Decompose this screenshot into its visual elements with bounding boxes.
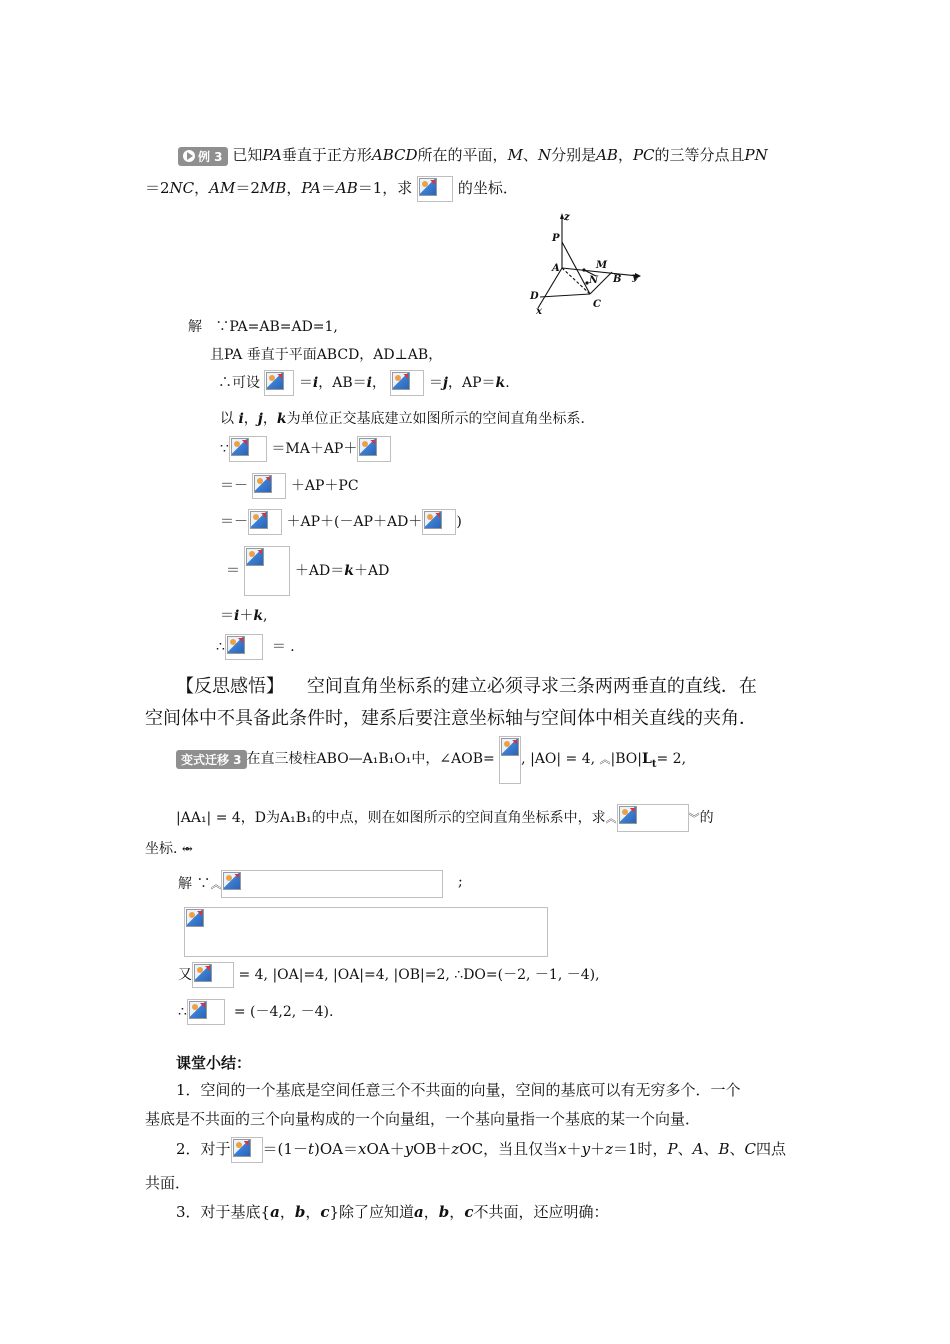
t: ＋	[566, 1140, 582, 1158]
t: 、	[677, 1140, 693, 1158]
t: )	[456, 514, 462, 530]
broken-image-icon	[229, 436, 267, 462]
summary-p2	[176, 1137, 786, 1163]
solution-line-4	[220, 408, 595, 428]
t: a	[270, 1203, 280, 1221]
t: ＝	[220, 608, 234, 624]
t: PA	[262, 146, 282, 164]
t: c	[464, 1203, 474, 1221]
t: 为单位正交基底建立如图所示的空间直角坐标系．	[286, 411, 595, 427]
t: ∵PA=AB=AD=1,	[215, 319, 338, 335]
chevron-up-icon: ︽	[605, 812, 617, 825]
t: t	[307, 1140, 314, 1158]
label-b: B	[613, 274, 622, 285]
t: AM	[209, 179, 236, 197]
t: 2．对于	[176, 1140, 231, 1158]
t: NC	[169, 179, 195, 197]
t: i	[312, 375, 319, 391]
broken-image-icon	[417, 176, 453, 202]
t: |BO|	[610, 751, 643, 767]
t: ＝2	[145, 179, 170, 197]
t: OC，当且仅当	[459, 1140, 559, 1158]
example-line-1	[178, 144, 768, 166]
t: ＋AD	[353, 563, 390, 579]
t: B	[718, 1140, 730, 1158]
t: 又	[178, 967, 192, 983]
t: ，	[449, 1203, 465, 1221]
t: = 4, |OA|=4, |OA|=4, |OB|=2, ∴DO=(－2, －1, －4),	[238, 967, 600, 983]
label-y: y	[632, 272, 638, 283]
t: }除了应知道	[329, 1203, 415, 1221]
t: ＝	[428, 375, 443, 391]
t: ABCD	[371, 146, 418, 164]
variant-line-3	[145, 838, 193, 858]
t: |AA₁| = 4，D为A₁B₁的中点，则在如图所示的空间直角坐标系中，求	[176, 810, 606, 826]
t: = 2,	[656, 751, 687, 767]
broken-image-icon	[221, 870, 443, 898]
t: P	[667, 1140, 678, 1158]
t: 所在的平面，	[417, 146, 508, 164]
broken-image-icon	[252, 473, 286, 499]
solution-line-6	[220, 473, 359, 499]
t: ，	[243, 411, 258, 427]
chevron-down-icon: ︾	[688, 812, 700, 825]
t: 四点	[756, 1140, 787, 1158]
broken-image-icon	[357, 436, 391, 462]
t: , |AO| = 4,	[521, 751, 596, 767]
t: .	[505, 375, 510, 391]
broken-image-icon	[192, 962, 234, 988]
point-m	[582, 268, 585, 271]
summary-p1b: 基底是不共面的三个向量构成的一个向量组，一个基向量指一个基底的某一个向量．	[145, 1110, 701, 1128]
x-axis-line	[538, 268, 562, 308]
broken-image-icon	[187, 999, 225, 1025]
t: y	[404, 1140, 414, 1158]
coordinate-figure	[520, 208, 650, 320]
t: y	[581, 1140, 591, 1158]
t: ，	[617, 146, 633, 164]
t: 、	[522, 146, 538, 164]
t: L	[642, 751, 652, 767]
broken-image-icon	[225, 634, 263, 660]
chevron-up-icon: ︽	[210, 878, 222, 891]
dc-line	[540, 294, 590, 297]
t: ，	[194, 179, 210, 197]
solution-line-2: 且PA 垂直于平面ABCD，AD⊥AB，	[210, 347, 443, 363]
t: x	[357, 1140, 367, 1158]
t: z	[605, 1140, 613, 1158]
label-m: M	[596, 260, 608, 271]
t: ＝ ．	[271, 639, 305, 655]
broken-image-icon	[264, 370, 294, 396]
summary-p3	[176, 1201, 608, 1222]
variant-solution-line-1	[178, 870, 443, 898]
t: i	[234, 608, 240, 624]
solution-line-9	[220, 605, 267, 625]
t: 的三等分点且	[654, 146, 745, 164]
summary-title: 课堂小结：	[176, 1054, 252, 1072]
t: ∴可设	[218, 375, 260, 391]
example-line-2	[145, 176, 518, 202]
t: ＋AP＋PC	[290, 478, 359, 494]
t: 、	[729, 1140, 745, 1158]
t: 3．对于基底{	[176, 1203, 271, 1221]
t: PC	[632, 146, 655, 164]
t: k	[276, 411, 287, 427]
t: OA＋	[366, 1140, 405, 1158]
t: j	[442, 375, 448, 391]
t: c	[320, 1203, 330, 1221]
t: ＋	[239, 608, 254, 624]
t: A	[692, 1140, 704, 1158]
solution-line-5	[220, 436, 391, 462]
broken-image-icon	[231, 1137, 263, 1163]
t: i	[366, 375, 372, 391]
label-z: z	[564, 212, 570, 223]
t: ＝1时，	[612, 1140, 668, 1158]
solution-line-7	[220, 509, 462, 535]
t: 已知	[232, 146, 263, 164]
summary-p1a: 1．空间的一个基底是空间任意三个不共面的向量，空间的基底可以有无穷多个．一个	[176, 1081, 741, 1099]
t: ，	[371, 375, 386, 391]
t: ∴	[178, 1004, 187, 1020]
t: ＝	[226, 563, 240, 579]
t: a	[414, 1203, 424, 1221]
t: ∵	[220, 441, 229, 457]
t: ，	[305, 1203, 321, 1221]
t: ＝－	[220, 478, 248, 494]
variant-solution-image-block	[184, 907, 548, 957]
t: PN	[744, 146, 768, 164]
solution-line-10	[216, 634, 304, 660]
t: OB＋	[413, 1140, 452, 1158]
reflection-line-1	[176, 672, 757, 698]
t: 在直三棱柱ABO—A₁B₁O₁中，∠AOB=	[246, 751, 495, 767]
example-badge	[178, 147, 228, 166]
solution-line-8	[226, 546, 389, 596]
t: 解	[188, 319, 202, 335]
t: ，AB＝	[318, 375, 367, 391]
broken-image-icon	[422, 509, 456, 535]
t: ，	[279, 1203, 295, 1221]
t: 的	[699, 810, 714, 826]
broken-image-icon	[184, 907, 548, 957]
t: ，	[423, 1203, 439, 1221]
label-x: x	[536, 306, 542, 317]
reflection-line-2: 空间体中不具备此条件时，建系后要注意坐标轴与空间体中相关直线的夹角．	[145, 708, 757, 729]
t: k	[495, 375, 506, 391]
t: ＝	[298, 375, 313, 391]
t: )OA＝	[313, 1140, 358, 1158]
t: C	[744, 1140, 757, 1158]
t: 坐标.	[145, 841, 178, 857]
t: 解 ∵	[178, 876, 211, 892]
t: AB	[335, 179, 358, 197]
broken-image-icon	[244, 546, 290, 596]
t: ，	[262, 411, 277, 427]
t: x	[558, 1140, 567, 1158]
t: AB	[596, 146, 618, 164]
label-c: C	[593, 299, 601, 310]
t: 垂直于正方形	[281, 146, 372, 164]
t: ，	[286, 179, 302, 197]
variant-badge: 变式迁移 3	[176, 750, 247, 769]
label-p: P	[552, 233, 560, 244]
variant-solution-semicolon: ;	[458, 874, 463, 890]
chevron-up-icon: ︽	[599, 753, 611, 766]
variant-line-1	[176, 748, 686, 784]
solution-line-1	[188, 316, 338, 336]
t: 的坐标．	[457, 179, 518, 197]
variant-line-2	[176, 804, 714, 832]
t: t	[651, 758, 657, 770]
example-badge-label: 例 3	[198, 149, 223, 164]
t: k	[253, 608, 264, 624]
label-n: N	[589, 275, 599, 286]
t: b	[438, 1203, 450, 1221]
reflection-title: 【反思感悟】	[176, 676, 284, 697]
t: ＝MA＋AP＋	[271, 441, 358, 457]
t: ＝1，求	[357, 179, 413, 197]
t: ∴	[216, 639, 225, 655]
t: 以	[220, 411, 234, 427]
t: ,	[263, 608, 268, 624]
t: M	[507, 146, 523, 164]
t: ＋AD＝	[294, 563, 345, 579]
link-icon: ⥈	[181, 842, 193, 857]
variant-solution-line-4	[178, 999, 333, 1025]
t: b	[294, 1203, 306, 1221]
solution-line-3	[218, 370, 510, 396]
t: z	[451, 1140, 460, 1158]
t: ＝	[320, 179, 336, 197]
play-icon	[183, 150, 195, 162]
t: MB	[259, 179, 287, 197]
t: PA	[301, 179, 321, 197]
broken-image-icon	[499, 736, 521, 784]
t: 、	[703, 1140, 719, 1158]
t: ＋	[590, 1140, 606, 1158]
t: ＝2	[235, 179, 260, 197]
summary-p2b: 共面．	[145, 1174, 191, 1192]
t: ＋AP＋(－AP＋AD＋	[286, 514, 423, 530]
t: 空间直角坐标系的建立必须寻求三条两两垂直的直线．在	[306, 676, 757, 697]
label-a: A	[552, 263, 560, 274]
t: N	[537, 146, 552, 164]
t: ＝(1－	[262, 1140, 308, 1158]
variant-solution-line-3	[178, 962, 600, 988]
broken-image-icon	[248, 509, 282, 535]
t: ＝－	[220, 514, 248, 530]
t: 分别是	[551, 146, 597, 164]
t: ，AP＝	[447, 375, 496, 391]
broken-image-icon	[617, 804, 689, 832]
t: 不共面，还应明确：	[473, 1203, 609, 1221]
t: j	[257, 411, 263, 427]
label-d: D	[530, 291, 539, 302]
ac-line	[562, 268, 590, 294]
t: k	[344, 563, 354, 579]
t: i	[238, 411, 244, 427]
broken-image-icon	[390, 370, 424, 396]
t: = (－4,2, －4).	[233, 1004, 334, 1020]
